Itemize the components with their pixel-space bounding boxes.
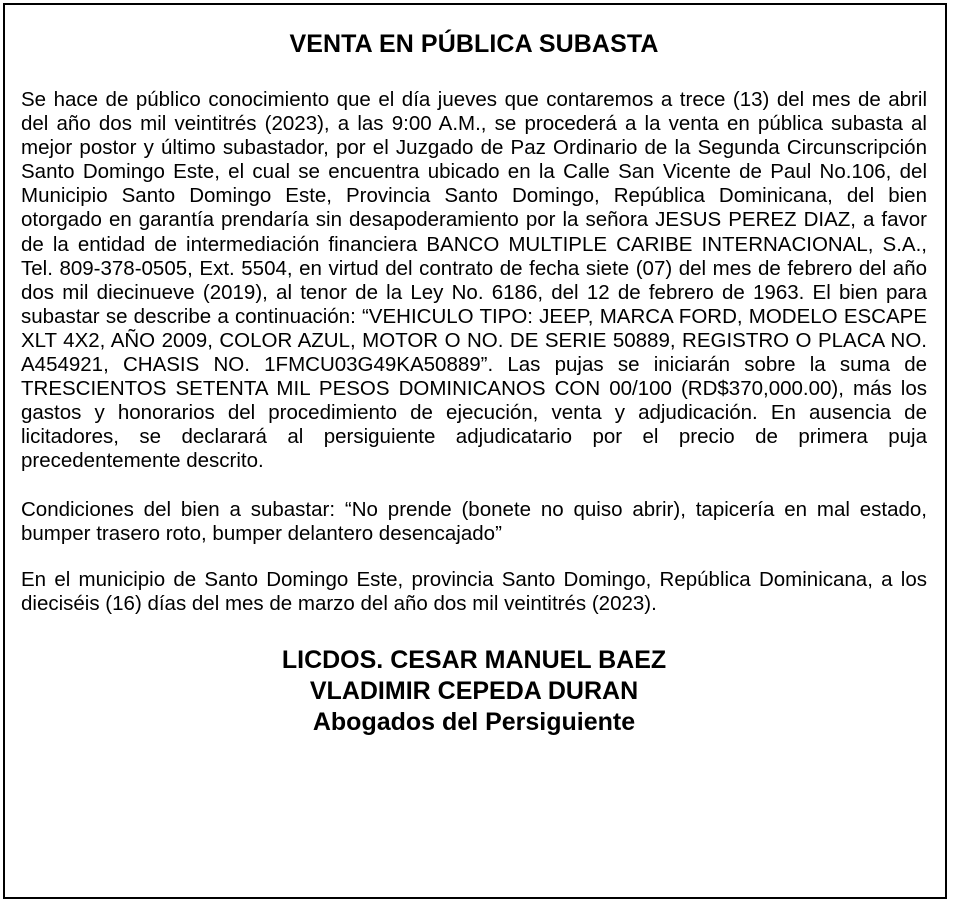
signature-lawyer-2: VLADIMIR CEPEDA DURAN [309, 676, 639, 705]
place-date-paragraph: En el municipio de Santo Domingo Este, provincia Santo Domingo, República Dominicana, a los dieciséis (16) días del mes de marzo del año dos mil veintitrés (2023). [21, 567, 927, 615]
signature-lawyer-1: LICDOS. CESAR MANUEL BAEZ [281, 645, 667, 674]
conditions-paragraph: Condiciones del bien a subastar: “No prende (bonete no quiso abrir), tapicería en mal estado, bumper trasero roto, bumper delantero desencajado” [21, 497, 927, 545]
notice-title: VENTA EN PÚBLICA SUBASTA [289, 30, 659, 58]
notice-content [21, 0, 927, 738]
signature-role: Abogados del Persiguiente [312, 707, 636, 736]
signature-block [21, 645, 927, 738]
auction-details-paragraph: Se hace de público conocimiento que el día jueves que contaremos a trece (13) del mes de abril del año dos mil veintitrés (2023), a las 9:00 A.M., se procederá a la venta en pública subasta al mejor postor y último subastador, por el Juzgado de Paz Ordinario de la Segunda Circunscripción Santo Domingo Este, el cual se encuentra ubicado en la Calle San Vicente de Paul No.106, del Municipio Santo Domingo Este, Provincia Santo Domingo, República Dominicana, del bien otorgado en garantía prendaría sin desapoderamiento por la señora JESUS PEREZ DIAZ, a favor de la entidad de intermediación financiera BANCO MULTIPLE CARIBE INTERNACIONAL, S.A., Tel. 809-378-0505, Ext. 5504, en virtud del contrato de fecha siete (07) del mes de febrero del año dos mil diecinueve (2019), al tenor de la Ley No. 6186, del 12 de febrero de 1963. El bien para subastar se describe a continuación: “VEHICULO TIPO: JEEP, MARCA FORD, MODELO ESCAPE XLT 4X2, AÑO 2009, COLOR AZUL, MOTOR O NO. DE SERIE 50889, REGISTRO O PLACA NO. A454921, CHASIS NO. 1FMCU03G49KA50889”. Las pujas se iniciarán sobre la suma de TRESCIENTOS SETENTA MIL PESOS DOMINICANOS CON 00/100 (RD$370,000.00), más los gastos y honorarios del procedimiento de ejecución, venta y adjudicación. En ausencia de licitadores, se declarará al persiguiente adjudicatario por el precio de primera puja precedentemente descrito. [21, 88, 927, 473]
